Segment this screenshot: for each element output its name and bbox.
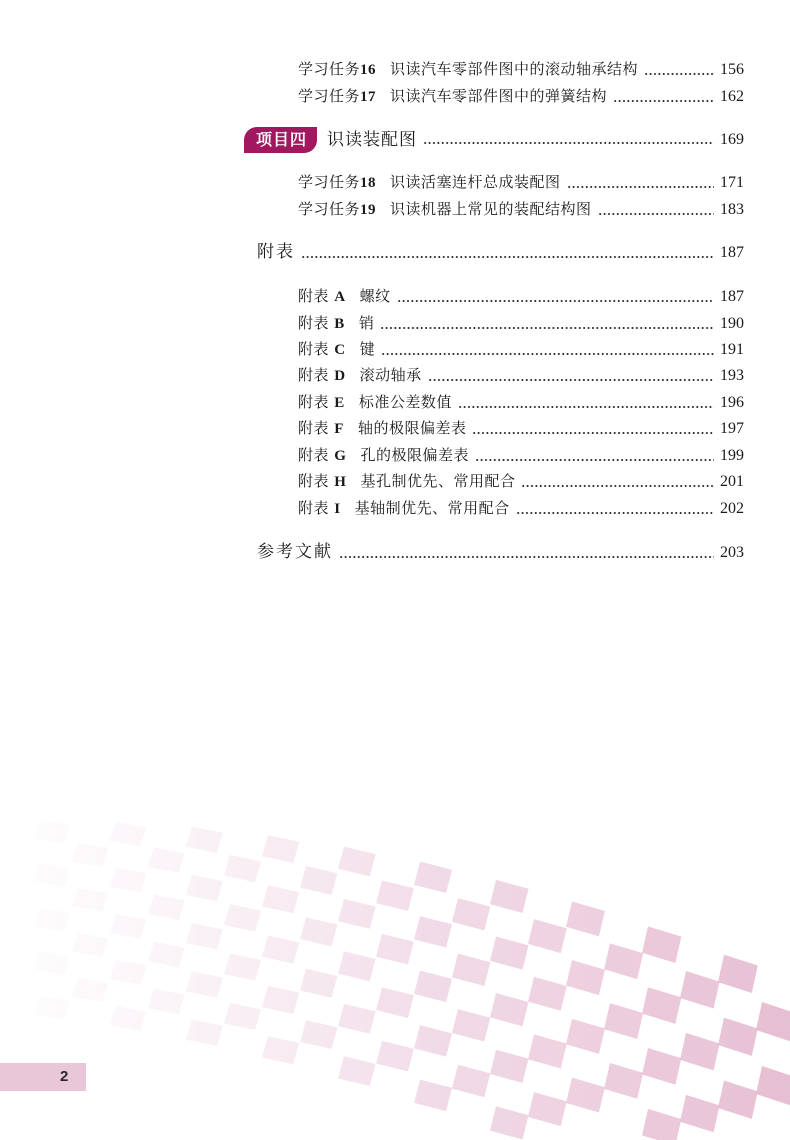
toc-entry-appendix-c[interactable] [298,339,744,360]
dot-leader [598,213,714,215]
entry-letter: I [334,501,341,517]
toc-entry-appendix-g[interactable] [298,445,744,466]
page-number: 187 [720,288,744,305]
entry-number: 18 [360,175,377,191]
entry-title: 识读活塞连杆总成装配图 [390,173,561,191]
dot-leader [521,485,714,487]
dot-leader [380,327,714,329]
entry-prefix: 附表 [298,472,330,490]
footer-page-number: 2 [60,1068,69,1085]
page-number: 201 [720,473,744,490]
toc-entry-appendix-f[interactable] [298,418,744,439]
entry-title: 识读机器上常见的装配结构图 [390,200,592,218]
entry-title: 基轴制优先、常用配合 [354,499,510,517]
entry-number: 16 [360,62,377,78]
entry-letter: A [334,289,346,305]
entry-prefix: 附表 [298,366,330,384]
dot-leader [423,142,714,144]
dot-leader [472,432,714,434]
entry-number: 17 [360,89,377,105]
entry-title: 轴的极限偏差表 [357,419,467,437]
entry-prefix: 附表 [298,314,330,332]
dot-leader [475,459,714,461]
toc-entry-appendix-a[interactable] [298,286,744,307]
entry-prefix: 学习任务 [298,87,361,105]
entry-title: 识读汽车零部件图中的滚动轴承结构 [390,60,639,78]
page-number: 191 [720,341,744,358]
entry-title: 识读汽车零部件图中的弹簧结构 [390,87,608,105]
page-number: 171 [720,174,744,191]
page-number: 193 [720,367,744,384]
entry-letter: E [334,395,345,411]
entry-title: 滚动轴承 [359,366,422,384]
entry-prefix: 学习任务 [298,200,361,218]
page-number: 183 [720,201,744,218]
page-number: 162 [720,88,744,105]
dot-leader [458,406,714,408]
dot-leader [644,73,714,75]
page-number: 199 [720,447,744,464]
page-number: 197 [720,420,744,437]
entry-letter: G [334,448,347,464]
entry-prefix: 附表 [298,419,330,437]
toc-entry-references[interactable] [257,542,744,563]
entry-letter: H [334,474,347,490]
footer-page-tab [0,1063,86,1091]
entry-title: 键 [359,340,376,358]
project-badge: 项目四 [244,127,317,153]
dot-leader [516,512,714,514]
dot-leader [428,379,714,381]
entry-prefix: 附表 [298,340,330,358]
toc-entry-appendix-i[interactable] [298,498,744,519]
dot-leader [301,256,714,258]
toc-entry-task-18[interactable] [298,172,744,193]
entry-title: 螺纹 [359,287,391,305]
toc-entry-appendix-d[interactable] [298,365,744,386]
dot-leader [339,556,714,558]
entry-title: 基孔制优先、常用配合 [360,472,516,490]
toc-entry-task-16[interactable] [298,59,744,80]
entry-prefix: 附表 [298,446,330,464]
entry-prefix: 附表 [298,287,330,305]
toc-entry-appendix-e[interactable] [298,392,744,413]
entry-title: 附表 [257,242,295,262]
entry-number: 19 [360,202,377,218]
dot-leader [381,353,714,355]
entry-letter: D [334,368,346,384]
entry-prefix: 附表 [298,499,330,517]
toc-entry-task-19[interactable] [298,199,744,220]
page-number: 187 [720,244,744,261]
entry-prefix: 学习任务 [298,173,361,191]
dot-leader [613,100,714,102]
dot-leader [397,300,714,302]
page-number: 169 [720,131,744,148]
toc-entry-appendix-h[interactable] [298,471,744,492]
entry-letter: F [334,421,344,437]
entry-title: 销 [358,314,375,332]
entry-prefix: 附表 [298,393,330,411]
toc-entry-task-17[interactable] [298,86,744,107]
toc-entry-appendix[interactable] [257,242,744,263]
entry-title: 参考文献 [257,542,333,562]
entry-letter: B [334,316,345,332]
toc-entry-appendix-b[interactable] [298,313,744,334]
entry-title: 识读装配图 [327,130,418,150]
entry-title: 孔的极限偏差表 [360,446,469,464]
entry-letter: C [334,342,346,358]
page-number: 202 [720,500,744,517]
entry-prefix: 学习任务 [298,60,361,78]
page-number: 196 [720,394,744,411]
page-number: 156 [720,61,744,78]
entry-title: 标准公差数值 [358,393,452,411]
dot-leader [567,186,714,188]
page-number: 203 [720,544,744,561]
decorative-checker-wave [0,800,790,1140]
page-number: 190 [720,315,744,332]
toc-entry-project-4[interactable] [244,127,744,153]
